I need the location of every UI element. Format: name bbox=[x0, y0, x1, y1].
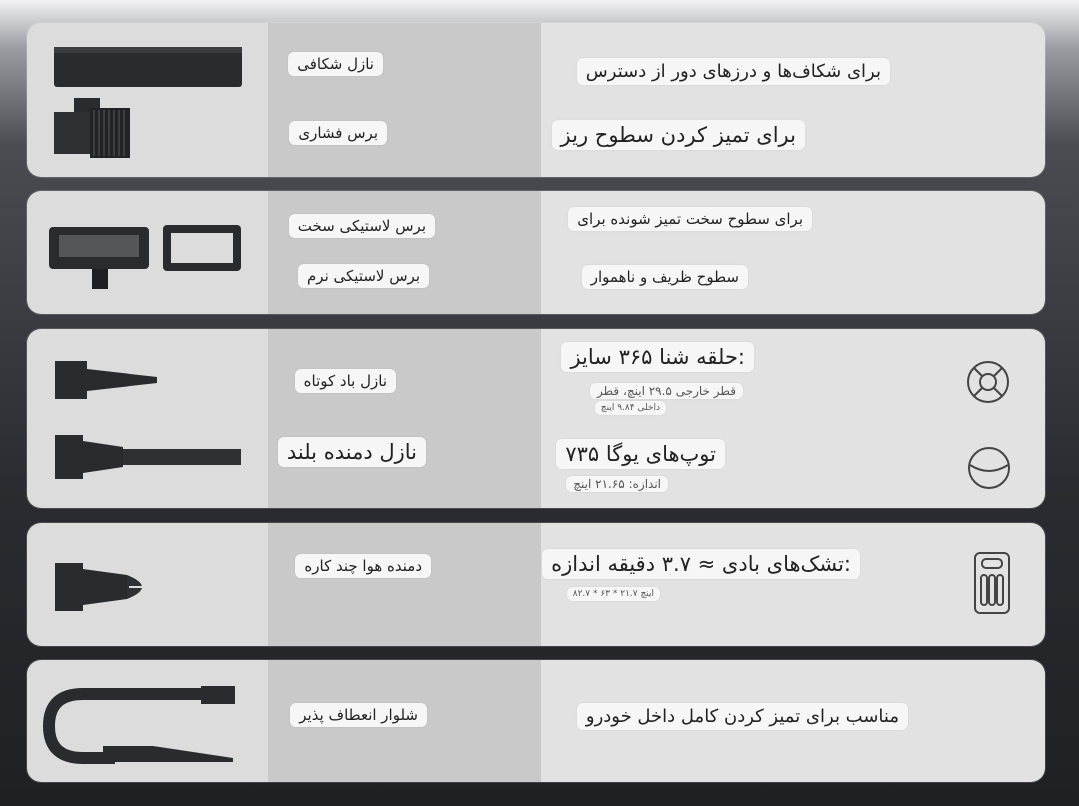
accessory-description: سطوح ظریف و ناهموار bbox=[582, 265, 748, 289]
accessory-name-cell bbox=[268, 191, 541, 314]
inflatable-detail: قطر خارجی ۲۹.۵ اینچ، قطر bbox=[590, 383, 743, 399]
press-brush-icon bbox=[54, 98, 134, 160]
accessory-name-label: نازل شکافی bbox=[288, 52, 383, 76]
swim-ring-icon bbox=[965, 359, 1011, 405]
accessory-image-cell bbox=[27, 329, 268, 508]
inflatable-title: تشک‌های بادی ≈ ۳.۷ دقیقه اندازه: bbox=[542, 549, 860, 579]
accessory-description-cell bbox=[541, 191, 1045, 314]
accessory-name-cell bbox=[268, 23, 541, 177]
inflatable-info-cell bbox=[541, 329, 1045, 508]
accessory-name-label: دمنده هوا چند کاره bbox=[295, 554, 431, 578]
inflatable-detail: اندازه: ۲۱.۶۵ اینچ bbox=[566, 476, 668, 492]
accessory-name-label: برس فشاری bbox=[289, 121, 387, 145]
hard-rubber-brush-icon bbox=[47, 221, 157, 291]
accessory-name-cell bbox=[268, 660, 541, 782]
accessory-description: برای شکاف‌ها و درزهای دور از دسترس bbox=[577, 58, 890, 85]
accessory-name-cell bbox=[268, 329, 541, 508]
inflatable-detail: داخلی ۹.۸۴ اینچ bbox=[595, 401, 666, 415]
accessory-row-nozzles bbox=[27, 329, 1045, 508]
accessory-name-label: نازل باد کوتاه bbox=[295, 369, 396, 393]
accessory-name-label: برس لاستیکی نرم bbox=[298, 264, 429, 288]
accessory-row-flexible-hose bbox=[27, 660, 1045, 782]
inflatable-detail: ۸۲.۷ * ۶۳ * ۲۱.۷ اینچ bbox=[567, 587, 660, 601]
accessory-name-label: شلوار انعطاف پذیر bbox=[290, 703, 427, 727]
soft-rubber-brush-icon bbox=[161, 223, 243, 273]
accessory-row-air-blower bbox=[27, 523, 1045, 646]
accessory-name-label: نازل دمنده بلند bbox=[278, 437, 426, 467]
accessory-image-cell bbox=[27, 191, 268, 314]
accessory-image-cell bbox=[27, 523, 268, 646]
flexible-hose-icon bbox=[43, 682, 243, 764]
accessory-image-cell bbox=[27, 23, 268, 177]
accessory-name-label: برس لاستیکی سخت bbox=[289, 214, 435, 238]
yoga-ball-icon bbox=[966, 445, 1012, 491]
inflatable-title: توپ‌های یوگا ۷۳۵ bbox=[556, 439, 725, 469]
accessory-description-cell bbox=[541, 23, 1045, 177]
accessory-row-rubber-brushes bbox=[27, 191, 1045, 314]
accessory-name-cell bbox=[268, 523, 541, 646]
inflatable-info-cell bbox=[541, 523, 1045, 646]
accessory-description: مناسب برای تمیز کردن کامل داخل خودرو bbox=[577, 703, 908, 730]
accessory-image-cell bbox=[27, 660, 268, 782]
accessory-description: برای تمیز کردن سطوح ریز bbox=[552, 120, 805, 150]
multi-purpose-air-blower-icon bbox=[53, 559, 163, 615]
short-air-nozzle-icon bbox=[53, 355, 163, 405]
air-mattress-icon bbox=[973, 551, 1011, 615]
accessory-description: برای سطوح سخت تمیز شونده برای bbox=[568, 207, 812, 231]
inflatable-title: حلقه شنا ۳۶۵ سایز: bbox=[561, 342, 754, 372]
long-blower-nozzle-icon bbox=[53, 429, 243, 485]
accessory-description-cell bbox=[541, 660, 1045, 782]
accessory-row-crevice bbox=[27, 23, 1045, 177]
crevice-nozzle-icon bbox=[54, 43, 244, 91]
